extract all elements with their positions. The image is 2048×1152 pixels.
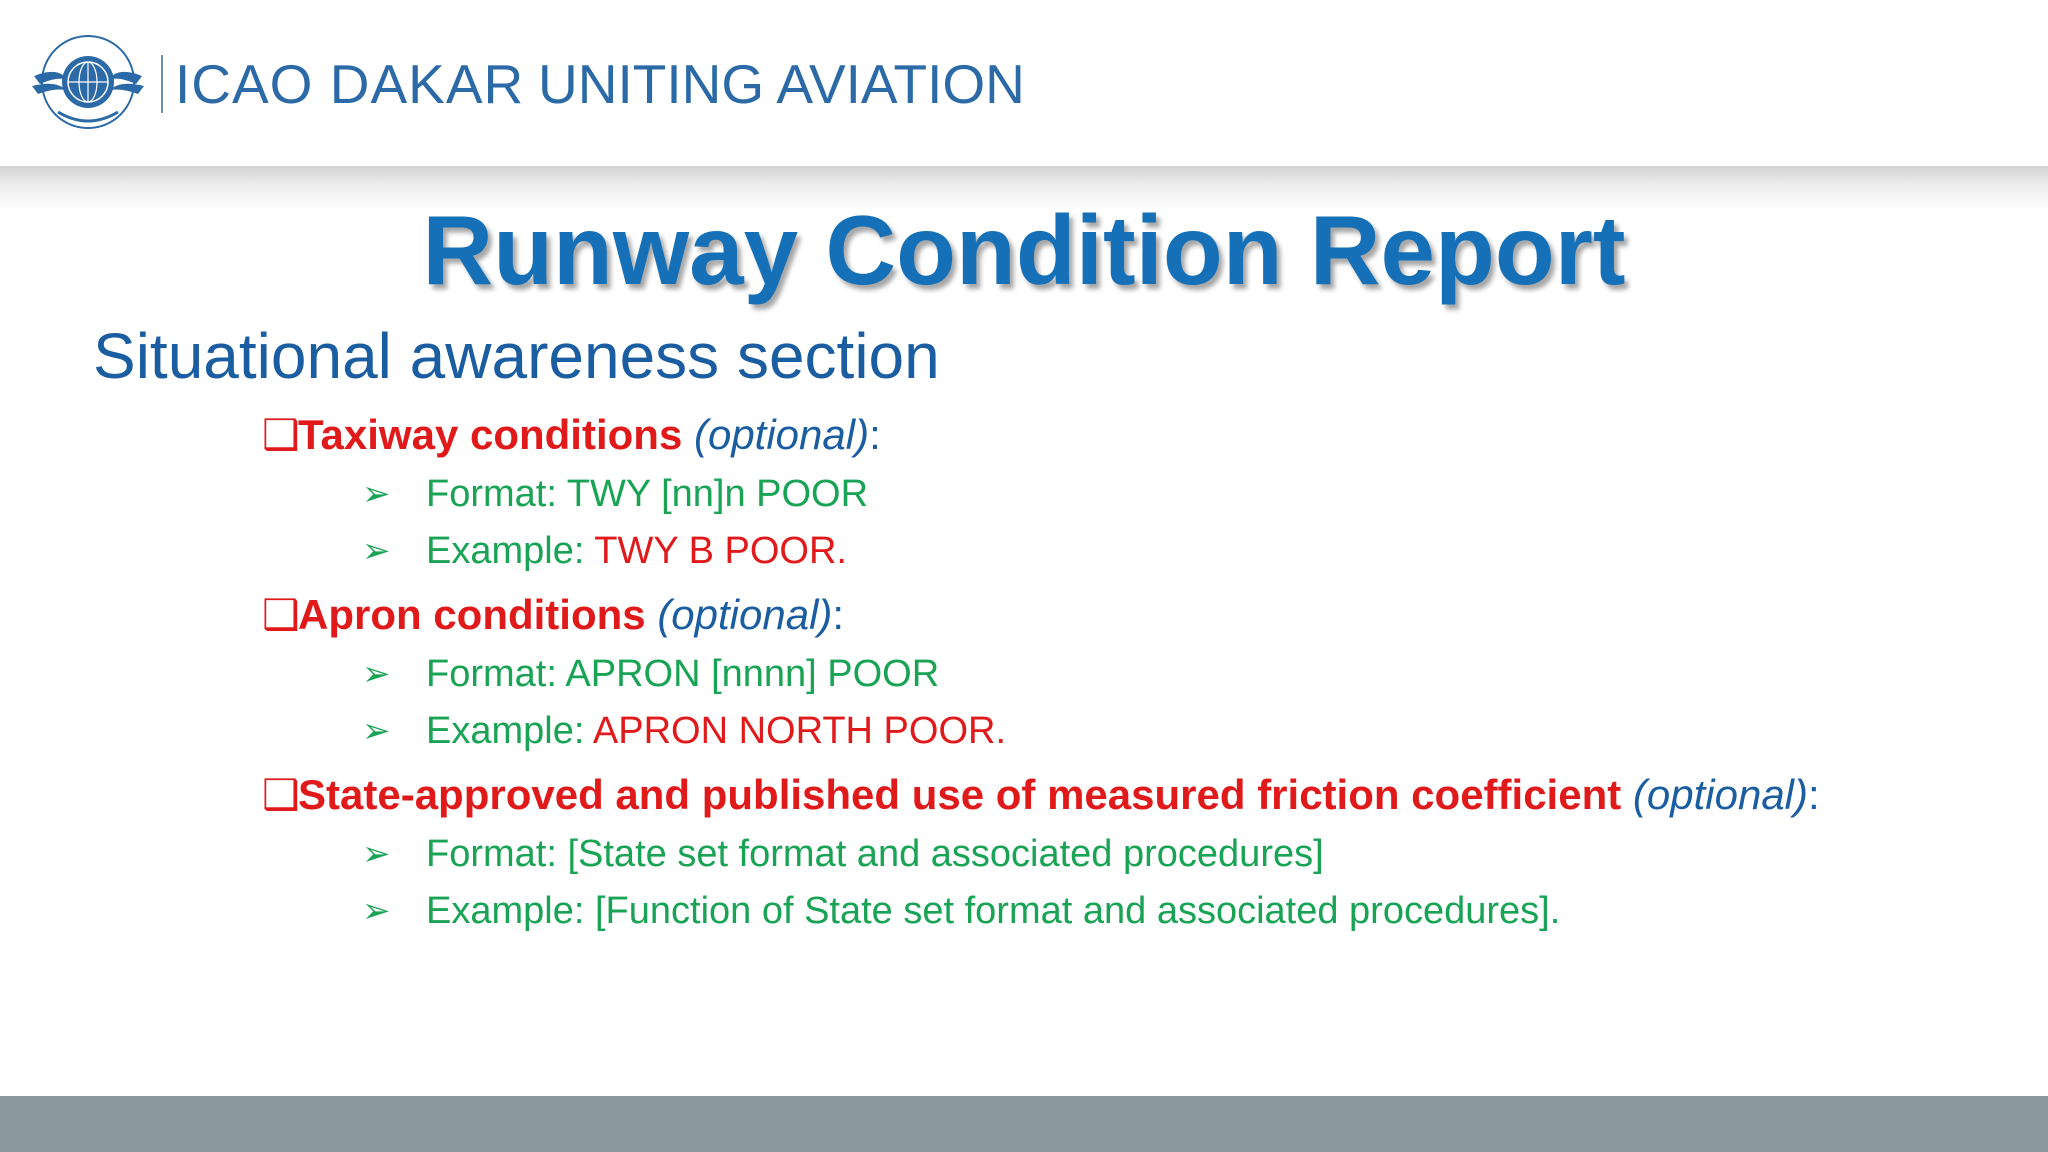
sub-value: APRON [nnnn] POOR <box>565 653 940 695</box>
slide-header <box>0 0 2048 168</box>
arrowhead-bullet-icon: ➢ <box>362 835 391 873</box>
arrowhead-bullet-icon: ➢ <box>362 655 391 693</box>
slide-title: Runway Condition Report <box>422 195 1626 305</box>
brand-name: ICAO DAKAR <box>175 53 525 115</box>
item-optional: (optional) <box>1632 771 1809 818</box>
arrowhead-bullet-icon: ➢ <box>362 892 391 930</box>
item-heading: Taxiway conditions <box>298 411 683 458</box>
sub-label: Format: <box>426 473 567 515</box>
sub-value: TWY B POOR. <box>594 530 847 572</box>
item-heading: Apron conditions <box>298 591 646 638</box>
item-colon: : <box>1808 771 1820 818</box>
sub-label: Example: <box>426 710 593 752</box>
sub-value: [Function of State set format and associated procedures]. <box>594 890 1561 932</box>
checkbox-square-icon: ❑ <box>262 411 300 458</box>
sub-label: Format: <box>426 833 568 875</box>
arrowhead-bullet-icon: ➢ <box>362 712 391 750</box>
sub-value: APRON NORTH POOR. <box>592 710 1006 752</box>
item-optional: (optional) <box>693 411 870 458</box>
sub-label: Example: <box>426 890 595 932</box>
header-divider <box>161 55 163 113</box>
checkbox-square-icon: ❑ <box>262 771 300 818</box>
sub-label: Format: <box>426 653 566 695</box>
icao-emblem-icon <box>28 30 148 140</box>
item-optional: (optional) <box>657 591 833 638</box>
sub-value: TWY [nn]n POOR <box>566 473 869 515</box>
list-item-taxiway <box>262 410 881 460</box>
list-item-apron <box>262 590 844 640</box>
checkbox-square-icon: ❑ <box>262 591 300 638</box>
section-heading: Situational awareness section <box>93 320 940 392</box>
list-item-friction <box>262 770 1820 820</box>
arrowhead-bullet-icon: ➢ <box>362 475 391 513</box>
arrowhead-bullet-icon: ➢ <box>362 532 391 570</box>
slide-footer-bar <box>0 1096 2048 1152</box>
sub-value: [State set format and associated procedures] <box>567 833 1324 875</box>
sub-label: Example: <box>426 530 595 572</box>
item-colon: : <box>869 411 881 458</box>
item-colon: : <box>832 591 845 638</box>
brand-tagline: UNITING AVIATION <box>538 53 1025 115</box>
item-heading: State-approved and published use of measured friction coefficient <box>298 771 1622 818</box>
